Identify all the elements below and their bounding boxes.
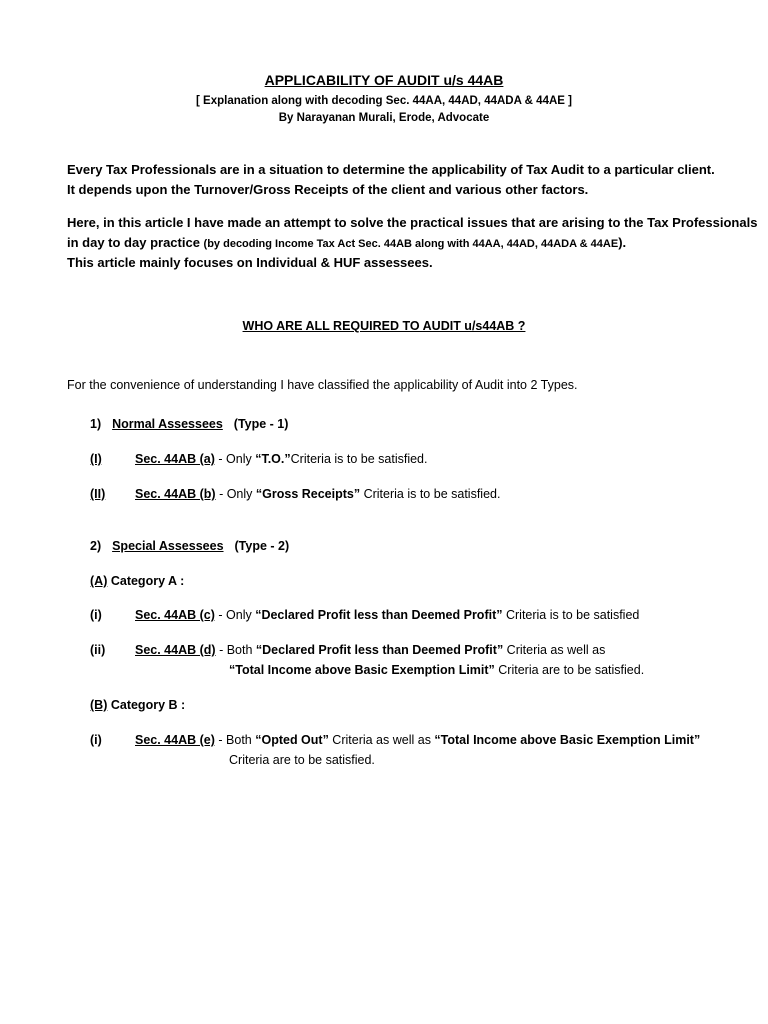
intro-line-4-end: ).: [618, 235, 627, 250]
item-text: [135, 608, 639, 622]
item-post: Criteria is to be satisfied: [502, 608, 640, 622]
item-emphasis: “Declared Profit less than Deemed Profit”: [255, 608, 503, 622]
item-emphasis: “Opted Out”: [255, 733, 329, 747]
doc-subtitle: [ Explanation along with decoding Sec. 44AA, 44AD, 44ADA & 44AE ]: [196, 95, 572, 107]
type1-num: 1): [90, 417, 102, 431]
type1-tag: (Type - 1): [233, 417, 289, 431]
item-text: [135, 487, 500, 501]
item-text: [135, 733, 700, 747]
item-section: Sec. 44AB (e): [135, 733, 215, 747]
section-lead: For the convenience of understanding I have classified the applicability of Audit into 2 Types.: [67, 378, 578, 392]
category-a-heading: [90, 574, 184, 588]
type2-name: Special Assessees: [112, 539, 224, 553]
item-mark: (i): [90, 733, 102, 747]
item-mark: (i): [90, 608, 102, 622]
intro-line-2: It depends upon the Turnover/Gross Receipts of the client and various other factors.: [67, 182, 589, 197]
item-section: Sec. 44AB (d): [135, 643, 216, 657]
item-mid: Criteria as well as: [328, 733, 435, 747]
type2-tag: (Type - 2): [234, 539, 290, 553]
item-section: Sec. 44AB (b): [135, 487, 216, 501]
item-emphasis-2: “Total Income above Basic Exemption Limit”: [434, 733, 701, 747]
type1-name: Normal Assessees: [112, 417, 223, 431]
intro-line-5: This article mainly focuses on Individual & HUF assessees.: [67, 255, 433, 270]
item-post: Criteria as well as: [503, 643, 606, 657]
item-section: Sec. 44AB (a): [135, 452, 215, 466]
item-mark: (II): [90, 487, 106, 501]
intro-line-4-note: (by decoding Income Tax Act Sec. 44AB along with 44AA, 44AD, 44ADA & 44AE: [203, 238, 619, 250]
category-a-label: Category A :: [110, 574, 185, 588]
item-emphasis: “Declared Profit less than Deemed Profit”: [255, 643, 504, 657]
item-text: [135, 643, 605, 657]
item-pre: - Both: [219, 643, 256, 657]
item-continuation: [229, 663, 644, 677]
intro-line-1: Every Tax Professionals are in a situation to determine the applicability of Tax Audit to a particular client.: [67, 162, 715, 177]
item-emphasis: “Total Income above Basic Exemption Limit”: [229, 663, 495, 677]
item-pre: - Both: [218, 733, 256, 747]
item-post: Criteria is to be satisfied.: [360, 487, 501, 501]
doc-byline: By Narayanan Murali, Erode, Advocate: [278, 112, 490, 124]
item-pre: - Only: [218, 608, 256, 622]
item-text: [135, 452, 427, 466]
type2-num: 2): [90, 539, 102, 553]
category-b-heading: [90, 698, 185, 712]
item-post: Criteria are to be satisfied.: [494, 663, 645, 677]
item-pre: - Only: [218, 452, 256, 466]
category-b-mark: (B): [90, 698, 108, 712]
item-pre: - Only: [219, 487, 256, 501]
item-mark: (I): [90, 452, 102, 466]
category-b-label: Category B :: [110, 698, 186, 712]
item-section: Sec. 44AB (c): [135, 608, 215, 622]
doc-title: APPLICABILITY OF AUDIT u/s 44AB: [264, 72, 504, 88]
type2-heading: [90, 539, 289, 553]
type1-heading: [90, 417, 288, 431]
item-emphasis: “T.O.”: [255, 452, 291, 466]
intro-line-3: Here, in this article I have made an attempt to solve the practical issues that are arising to the Tax Professionals: [67, 215, 758, 230]
section-heading: WHO ARE ALL REQUIRED TO AUDIT u/s44AB ?: [242, 319, 526, 333]
item-emphasis: “Gross Receipts”: [255, 487, 361, 501]
intro-line-4: [67, 233, 626, 254]
item-post: Criteria is to be satisfied.: [290, 452, 428, 466]
intro-line-4-text: in day to day practice: [67, 235, 204, 250]
item-mark: (ii): [90, 643, 106, 657]
category-a-mark: (A): [90, 574, 108, 588]
item-continuation: Criteria are to be satisfied.: [229, 753, 375, 767]
